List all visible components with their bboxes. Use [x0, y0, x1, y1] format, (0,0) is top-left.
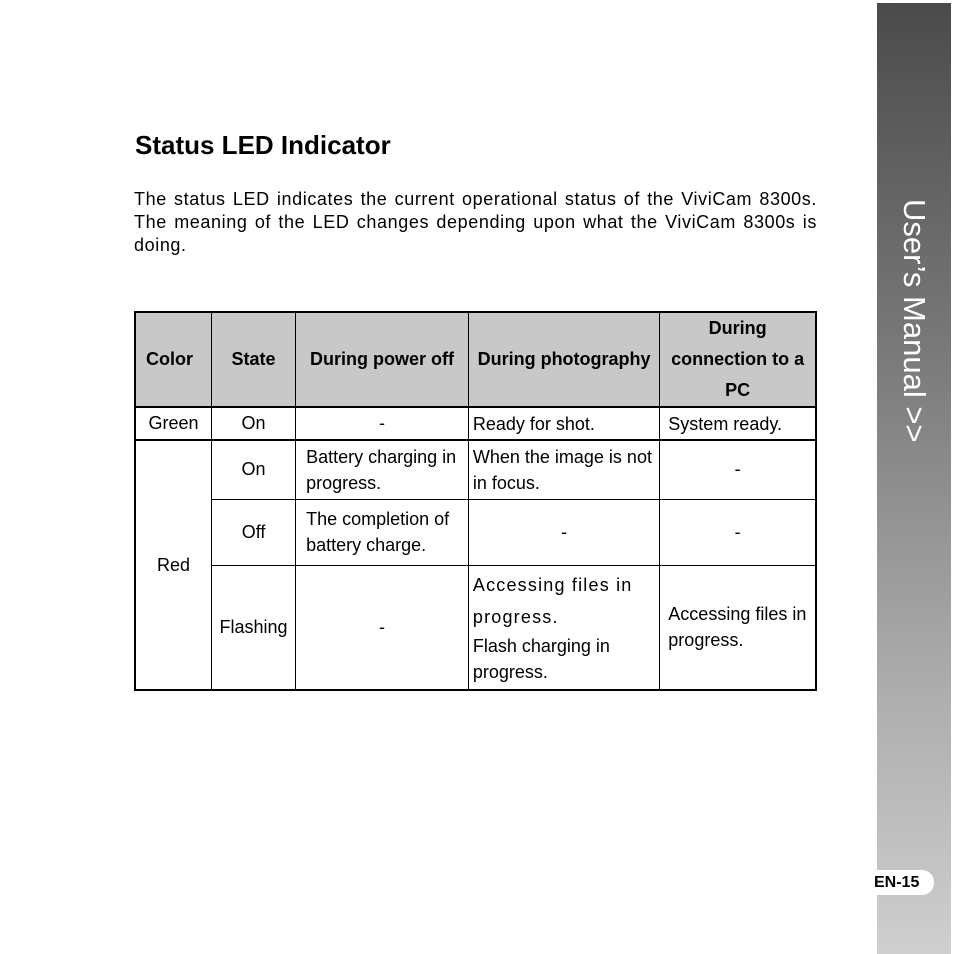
cell-color: Red	[135, 440, 211, 690]
page-number: EN-15	[866, 870, 934, 895]
cell-state: On	[211, 407, 295, 440]
cell-power-off: Battery charging in progress.	[296, 440, 469, 499]
cell-pc: -	[660, 440, 816, 499]
cell-photography: Ready for shot.	[468, 407, 659, 440]
table-row	[135, 407, 816, 440]
header-power-off: During power off	[296, 312, 469, 407]
photography-line-2: Flash charging in progress.	[472, 636, 610, 683]
side-title-text: User’s Manual >>	[897, 199, 932, 443]
section-heading: Status LED Indicator	[135, 130, 391, 160]
cell-state: Flashing	[211, 565, 295, 690]
cell-power-off: The completion of battery charge.	[296, 499, 469, 565]
table-row	[135, 499, 816, 565]
cell-power-off: -	[296, 565, 469, 690]
cell-photography: When the image is not in focus.	[468, 440, 659, 499]
table-row	[135, 565, 816, 690]
header-photography: During photography	[468, 312, 659, 407]
cell-state: Off	[211, 499, 295, 565]
cell-pc: System ready.	[660, 407, 816, 440]
status-led-table	[134, 311, 817, 691]
cell-pc: Accessing files in progress.	[660, 565, 816, 690]
cell-pc: -	[660, 499, 816, 565]
header-color: Color	[135, 312, 211, 407]
cell-color: Green	[135, 407, 211, 440]
side-title	[878, 199, 950, 479]
header-pc: During connection to a PC	[660, 312, 816, 407]
intro-paragraph: The status LED indicates the current operational status of the ViviCam 8300s. The meaning of the LED changes depending upon what the ViviCam 8300s is doing.	[134, 189, 817, 255]
side-tab	[877, 3, 951, 954]
cell-state: On	[211, 440, 295, 499]
table-header-row	[135, 312, 816, 407]
cell-photography	[468, 565, 659, 690]
photography-line-1: Accessing files in progress.	[472, 575, 633, 628]
table-row	[135, 440, 816, 499]
header-state: State	[211, 312, 295, 407]
cell-power-off: -	[296, 407, 469, 440]
cell-photography: -	[468, 499, 659, 565]
